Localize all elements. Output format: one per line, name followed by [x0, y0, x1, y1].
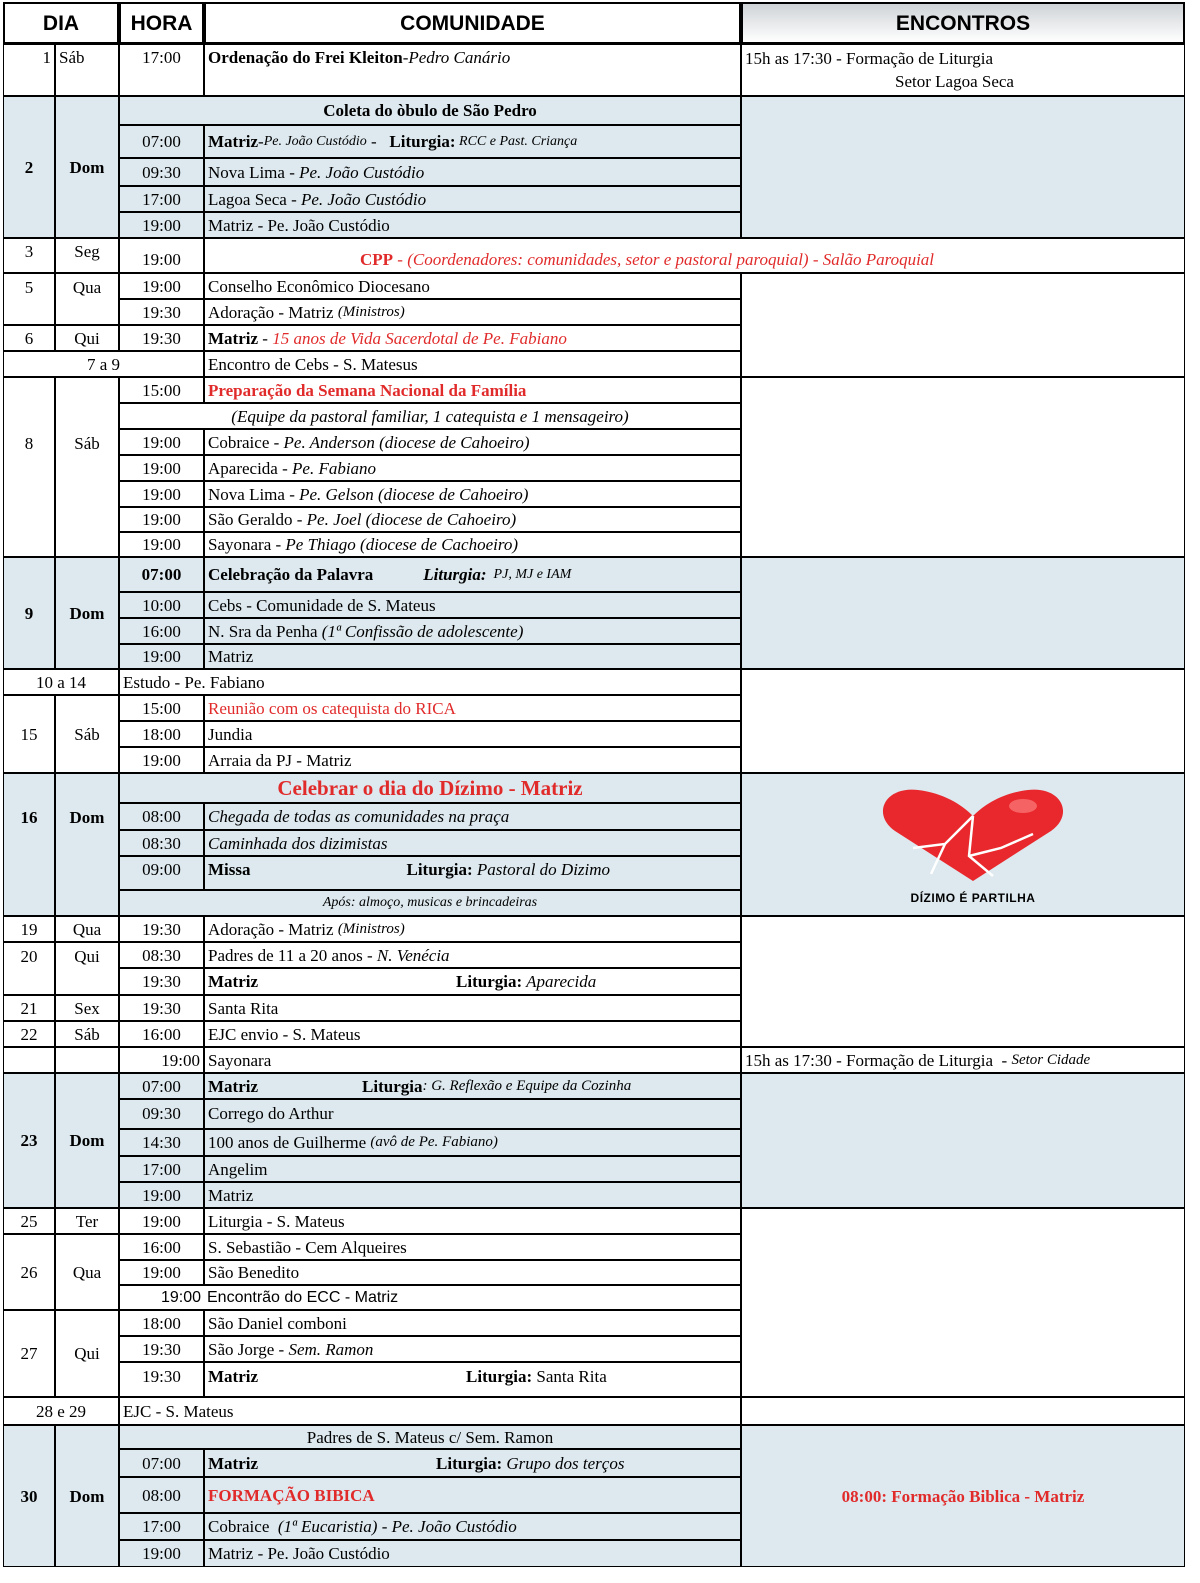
time: 19:00: [119, 455, 204, 481]
encontro: [741, 273, 1185, 377]
time: 19:30: [119, 299, 204, 325]
event: Estudo - Pe. Fabiano: [119, 669, 741, 695]
weekday: Qui: [55, 325, 119, 351]
event: São Jorge - Sem. Ramon: [204, 1336, 741, 1362]
time: 07:00: [119, 557, 204, 592]
time: 19:30: [119, 916, 204, 942]
encontro: [741, 377, 1185, 557]
event-location: Pedro Canário: [408, 48, 511, 67]
time: 17:00: [119, 186, 204, 212]
event: EJC envio - S. Mateus: [204, 1021, 741, 1047]
day-number: 22: [3, 1021, 55, 1047]
time: 08:30: [119, 830, 204, 856]
event: Nova Lima - Pe. João Custódio: [204, 158, 741, 186]
day-number: 30: [3, 1425, 55, 1567]
event: Matriz Liturgia: Santa Rita: [204, 1362, 741, 1397]
day-number: 5: [3, 273, 55, 325]
time: 19:30: [119, 1362, 204, 1397]
encontro: 15h as 17:30 - Formação de Liturgia - Setor Cidade: [741, 1047, 1185, 1073]
time: 18:00: [119, 721, 204, 747]
event: Adoração - Matriz (Ministros): [204, 299, 741, 325]
header-dia: DIA: [3, 2, 119, 44]
event: FORMAÇÃO BIBICA: [204, 1477, 741, 1513]
event: Matriz Liturgia : G. Reflexão e Equipe da Cozinha: [204, 1073, 741, 1099]
event: Conselho Econômico Diocesano: [204, 273, 741, 299]
event: N. Sra da Penha (1ª Confissão de adolescente): [204, 618, 741, 644]
time: 07:00: [119, 1073, 204, 1099]
day-number: 27: [3, 1310, 55, 1397]
time: 16:00: [119, 1021, 204, 1047]
event: Preparação da Semana Nacional da Família: [204, 377, 741, 403]
encontro: [741, 1073, 1185, 1208]
time: 19:30: [119, 325, 204, 351]
time: 19:00: [119, 747, 204, 773]
row-title: Padres de S. Mateus c/ Sem. Ramon: [119, 1425, 741, 1449]
weekday: Sáb: [55, 44, 119, 96]
event: Arraia da PJ - Matriz: [204, 747, 741, 773]
event: Liturgia - S. Mateus: [204, 1208, 741, 1234]
event: São Benedito: [204, 1260, 741, 1285]
day-number: 20: [3, 942, 55, 995]
event-title: Ordenação do Frei Kleiton: [208, 48, 403, 67]
time: 09:30: [119, 158, 204, 186]
time: 17:00: [119, 44, 204, 96]
time: 19:00: [119, 481, 204, 507]
time: 19:00: [119, 212, 204, 238]
weekday: Dom: [55, 1073, 119, 1208]
event: CPP - (Coordenadores: comunidades, setor e pastoral paroquial) - Salão Paroquial: [204, 238, 1185, 273]
time: 19:00: [119, 1540, 204, 1567]
event: São Daniel comboni: [204, 1310, 741, 1336]
time: 15:00: [119, 377, 204, 403]
event: Matriz - 15 anos de Vida Sacerdotal de Pe. Fabiano: [204, 325, 741, 351]
event: Matriz Liturgia: Grupo dos terços: [204, 1449, 741, 1477]
event: Corrego do Arthur: [204, 1099, 741, 1129]
weekday: Dom: [55, 1425, 119, 1567]
event: S. Sebastião - Cem Alqueires: [204, 1234, 741, 1260]
event: [204, 44, 741, 96]
time: 17:00: [119, 1513, 204, 1540]
time: 19:00: [119, 1285, 204, 1310]
event: EJC - S. Mateus: [119, 1397, 741, 1425]
encontro: [741, 44, 1185, 96]
day-range: 7 a 9: [3, 351, 204, 377]
event: 100 anos de Guilherme (avô de Pe. Fabiano): [204, 1129, 741, 1156]
encontro: 08:00: Formação Biblica - Matriz: [741, 1425, 1185, 1567]
weekday: Sáb: [55, 377, 119, 557]
row-title: Coleta do òbulo de São Pedro: [119, 96, 741, 125]
time: 19:00: [119, 507, 204, 532]
day-range: 28 e 29: [3, 1397, 119, 1425]
encontro: [741, 916, 1185, 1047]
event: Chegada de todas as comunidades na praça: [204, 803, 741, 830]
event: Matriz - Pe. João Custódio: [204, 1540, 741, 1567]
event: Lagoa Seca - Pe. João Custódio: [204, 186, 741, 212]
event: Reunião com os catequista do RICA: [204, 695, 741, 721]
time: 19:00: [119, 273, 204, 299]
event: Matriz Liturgia: Aparecida: [204, 968, 741, 995]
event: Matriz: [204, 644, 741, 669]
time: 16:00: [119, 1234, 204, 1260]
day-number: 6: [3, 325, 55, 351]
event: Encontrão do ECC - Matriz: [204, 1285, 741, 1310]
weekday: Dom: [55, 773, 119, 916]
weekday: Dom: [55, 557, 119, 669]
encontro-line: Setor Lagoa Seca: [895, 72, 1014, 91]
event: Adoração - Matriz (Ministros): [204, 916, 741, 942]
day-range: 10 a 14: [3, 669, 119, 695]
event: Matriz: [204, 1182, 741, 1208]
day-number: 3: [3, 238, 55, 273]
day-number: 15: [3, 695, 55, 773]
time: 17:00: [119, 1156, 204, 1182]
encontro: [741, 1397, 1185, 1425]
encontro: [741, 1208, 1185, 1397]
header-hora: HORA: [119, 2, 204, 44]
time: 09:30: [119, 1099, 204, 1129]
event: Cobraice (1ª Eucaristia) - Pe. João Custódio: [204, 1513, 741, 1540]
time: 19:00: [119, 238, 204, 273]
logo-caption: DÍZIMO É PARTILHA: [910, 891, 1036, 905]
event: Missa Liturgia: Pastoral do Dizimo: [204, 856, 741, 890]
time: 10:00: [119, 592, 204, 618]
event: Cobraice - Pe. Anderson (diocese de Cahoeiro): [204, 429, 741, 455]
weekday: Qua: [55, 916, 119, 942]
weekday: Qui: [55, 1310, 119, 1397]
time: 16:00: [119, 618, 204, 644]
event: Sayonara - Pe Thiago (diocese de Cachoeiro): [204, 532, 741, 557]
time: 15:00: [119, 695, 204, 721]
separator: -: [402, 48, 409, 67]
dizimo-logo: [873, 786, 1073, 906]
event: Matriz - Pe. João Custódio - Liturgia: RCC e Past. Criança: [204, 125, 741, 158]
event: Sayonara: [204, 1047, 741, 1073]
event: Celebração da Palavra Liturgia: PJ, MJ e IAM: [204, 557, 741, 592]
encontro: [741, 669, 1185, 773]
time: 19:00: [119, 1208, 204, 1234]
event: Matriz - Pe. João Custódio: [204, 212, 741, 238]
time: 07:00: [119, 1449, 204, 1477]
time: 19:30: [119, 968, 204, 995]
event-note: (Equipe da pastoral familiar, 1 catequista e 1 mensageiro): [119, 403, 741, 429]
event: Aparecida - Pe. Fabiano: [204, 455, 741, 481]
event: Jundia: [204, 721, 741, 747]
encontro: [741, 96, 1185, 238]
event: Caminhada dos dizimistas: [204, 830, 741, 856]
weekday: Dom: [55, 96, 119, 238]
weekday: Qua: [55, 273, 119, 325]
event: Padres de 11 a 20 anos - N. Venécia: [204, 942, 741, 968]
event-note: Após: almoço, musicas e brincadeiras: [119, 890, 741, 916]
day-number: [3, 1047, 55, 1073]
event: Santa Rita: [204, 995, 741, 1021]
weekday: Sex: [55, 995, 119, 1021]
time: 09:00: [119, 856, 204, 890]
time: 08:30: [119, 942, 204, 968]
day-number: 9: [3, 557, 55, 669]
day-number: 19: [3, 916, 55, 942]
header-encontros: ENCONTROS: [741, 2, 1185, 44]
day-number: 1: [3, 44, 55, 96]
weekday: Qua: [55, 1234, 119, 1310]
time: 07:00: [119, 125, 204, 158]
event: Cebs - Comunidade de S. Mateus: [204, 592, 741, 618]
time: 18:00: [119, 1310, 204, 1336]
day-number: 21: [3, 995, 55, 1021]
time: 08:00: [119, 803, 204, 830]
time: 19:00: [119, 1260, 204, 1285]
event: Nova Lima - Pe. Gelson (diocese de Cahoeiro): [204, 481, 741, 507]
event: Encontro de Cebs - S. Matesus: [204, 351, 741, 377]
weekday: Qui: [55, 942, 119, 995]
encontro-line: 15h as 17:30 - Formação de Liturgia: [745, 49, 994, 68]
day-number: 26: [3, 1234, 55, 1310]
day-number: 8: [3, 377, 55, 557]
time: 19:00: [119, 1182, 204, 1208]
time: 19:00: [119, 429, 204, 455]
time: 08:00: [119, 1477, 204, 1513]
header-comunidade: COMUNIDADE: [204, 2, 741, 44]
event: São Geraldo - Pe. Joel (diocese de Cahoeiro): [204, 507, 741, 532]
heart-icon: [873, 786, 1073, 886]
day-number: 2: [3, 96, 55, 238]
time: 19:30: [119, 995, 204, 1021]
row-title: Celebrar o dia do Dízimo - Matriz: [119, 773, 741, 803]
weekday: [55, 1047, 119, 1073]
weekday: Sáb: [55, 695, 119, 773]
time: 14:30: [119, 1129, 204, 1156]
time: 19:00: [119, 1047, 204, 1073]
weekday: Seg: [55, 238, 119, 273]
day-number: 16: [3, 773, 55, 916]
time: 19:30: [119, 1336, 204, 1362]
encontro: [741, 557, 1185, 669]
weekday: Sáb: [55, 1021, 119, 1047]
event: Angelim: [204, 1156, 741, 1182]
weekday: Ter: [55, 1208, 119, 1234]
time: 19:00: [119, 644, 204, 669]
day-number: 23: [3, 1073, 55, 1208]
day-number: 25: [3, 1208, 55, 1234]
time: 19:00: [119, 532, 204, 557]
